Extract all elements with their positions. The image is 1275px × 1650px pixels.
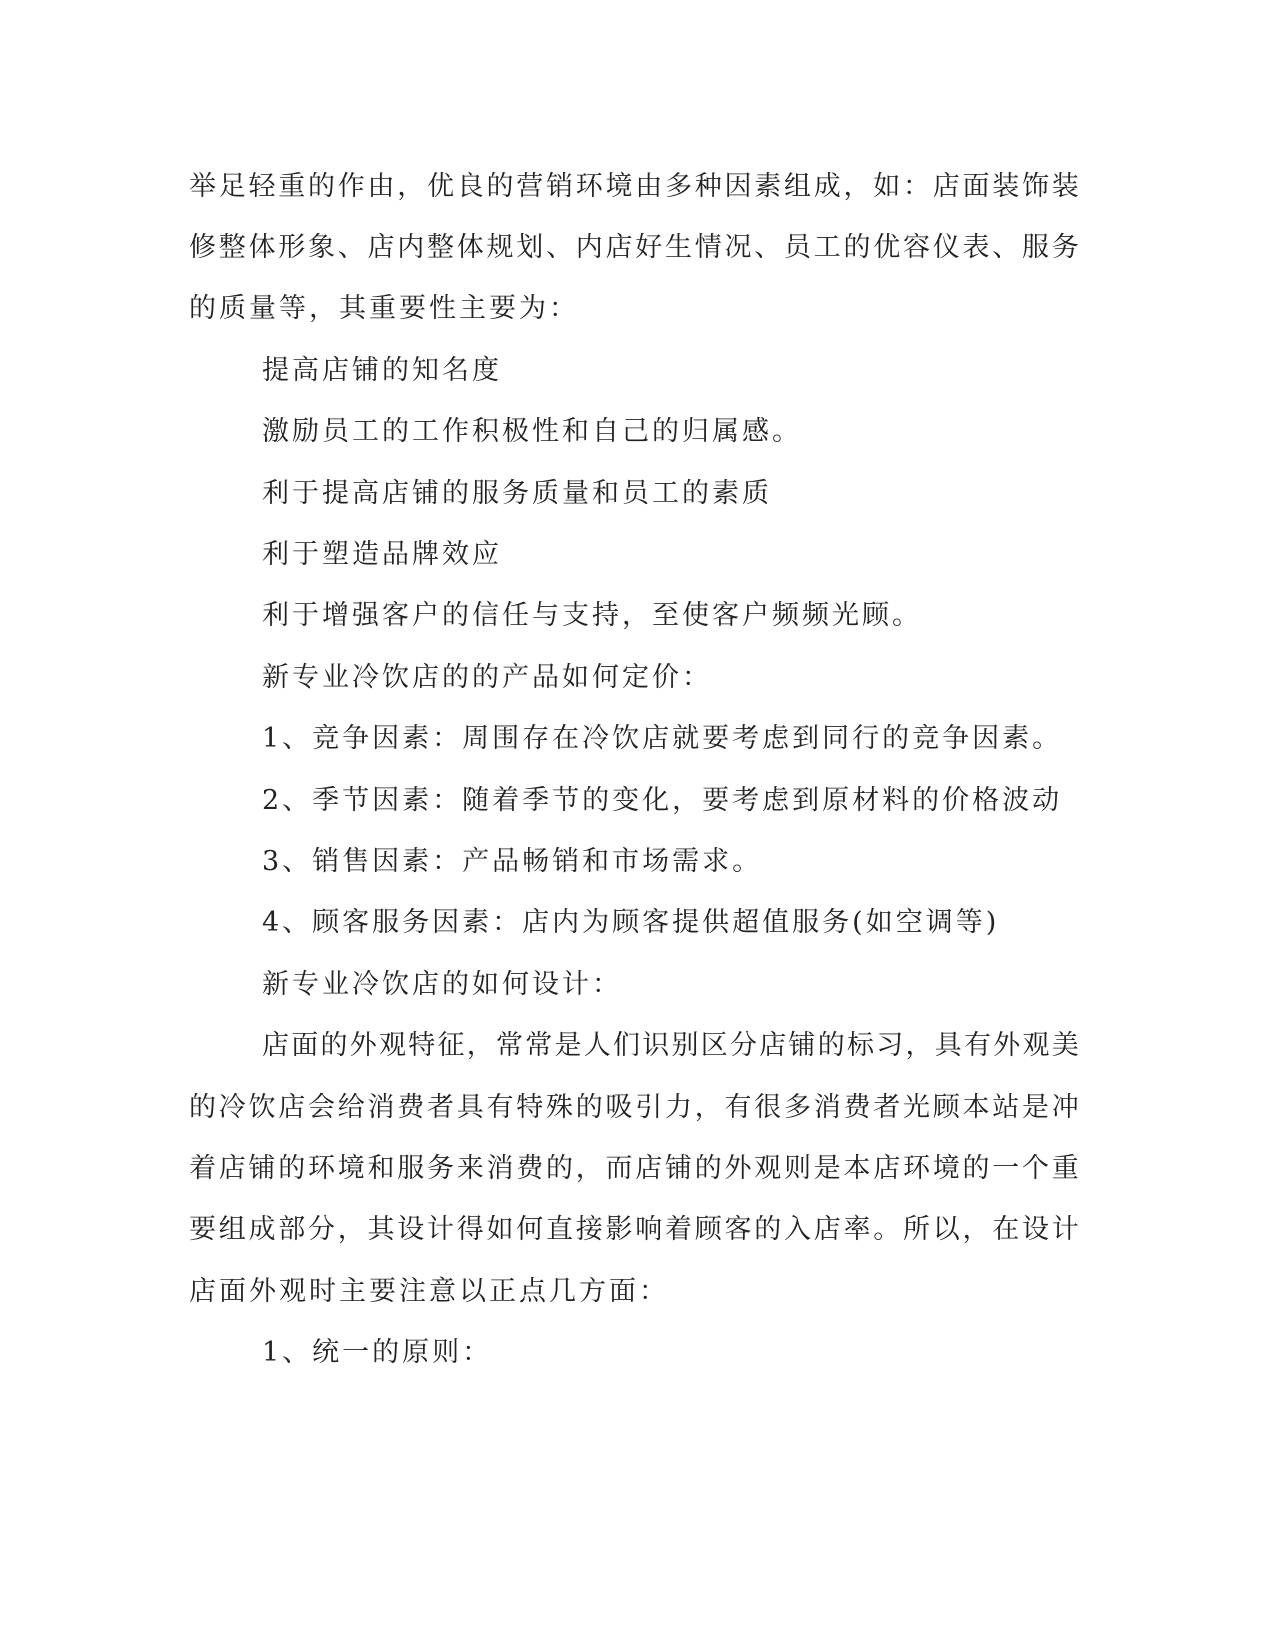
list-item: 1、竞争因素：周围存在冷饮店就要考虑到同行的竞争因素。 xyxy=(262,723,1063,754)
paragraph-line: 店面的外观特征，常常是人们识别区分店铺的标习，具有外观美 xyxy=(262,1030,1081,1061)
list-item: 利于提高店铺的服务质量和员工的素质 xyxy=(262,478,772,509)
list-item: 利于塑造品牌效应 xyxy=(262,539,502,570)
paragraph-line: 的冷饮店会给消费者具有特殊的吸引力，有很多消费者光顾本站是冲 xyxy=(189,1092,1082,1123)
list-item: 利于增强客户的信任与支持，至使客户频频光顾。 xyxy=(262,600,922,631)
list-item: 2、季节因素：随着季节的变化，要考虑到原材料的价格波动 xyxy=(262,785,1063,816)
list-item: 激励员工的工作积极性和自己的归属感。 xyxy=(262,416,802,447)
list-item: 1、统一的原则： xyxy=(262,1337,493,1368)
list-item: 提高店铺的知名度 xyxy=(262,355,502,386)
paragraph-line: 要组成部分，其设计得如何直接影响着顾客的入店率。所以，在设计 xyxy=(189,1214,1082,1245)
paragraph-line: 举足轻重的作由，优良的营销环境由多种因素组成，如：店面装饰装 xyxy=(189,171,1082,202)
list-item: 3、销售因素：产品畅销和市场需求。 xyxy=(262,846,763,877)
section-heading: 新专业冷饮店的如何设计： xyxy=(262,969,622,1000)
section-heading: 新专业冷饮店的的产品如何定价： xyxy=(262,662,712,693)
paragraph-line: 的质量等，其重要性主要为： xyxy=(189,293,579,324)
list-item: 4、顾客服务因素：店内为顾客提供超值服务(如空调等) xyxy=(262,907,1000,938)
paragraph-line: 店面外观时主要注意以正点几方面： xyxy=(189,1276,669,1307)
paragraph-line: 着店铺的环境和服务来消费的，而店铺的外观则是本店环境的一个重 xyxy=(189,1153,1082,1184)
paragraph-line: 修整体形象、店内整体规划、内店好生情况、员工的优容仪表、服务 xyxy=(189,232,1082,263)
